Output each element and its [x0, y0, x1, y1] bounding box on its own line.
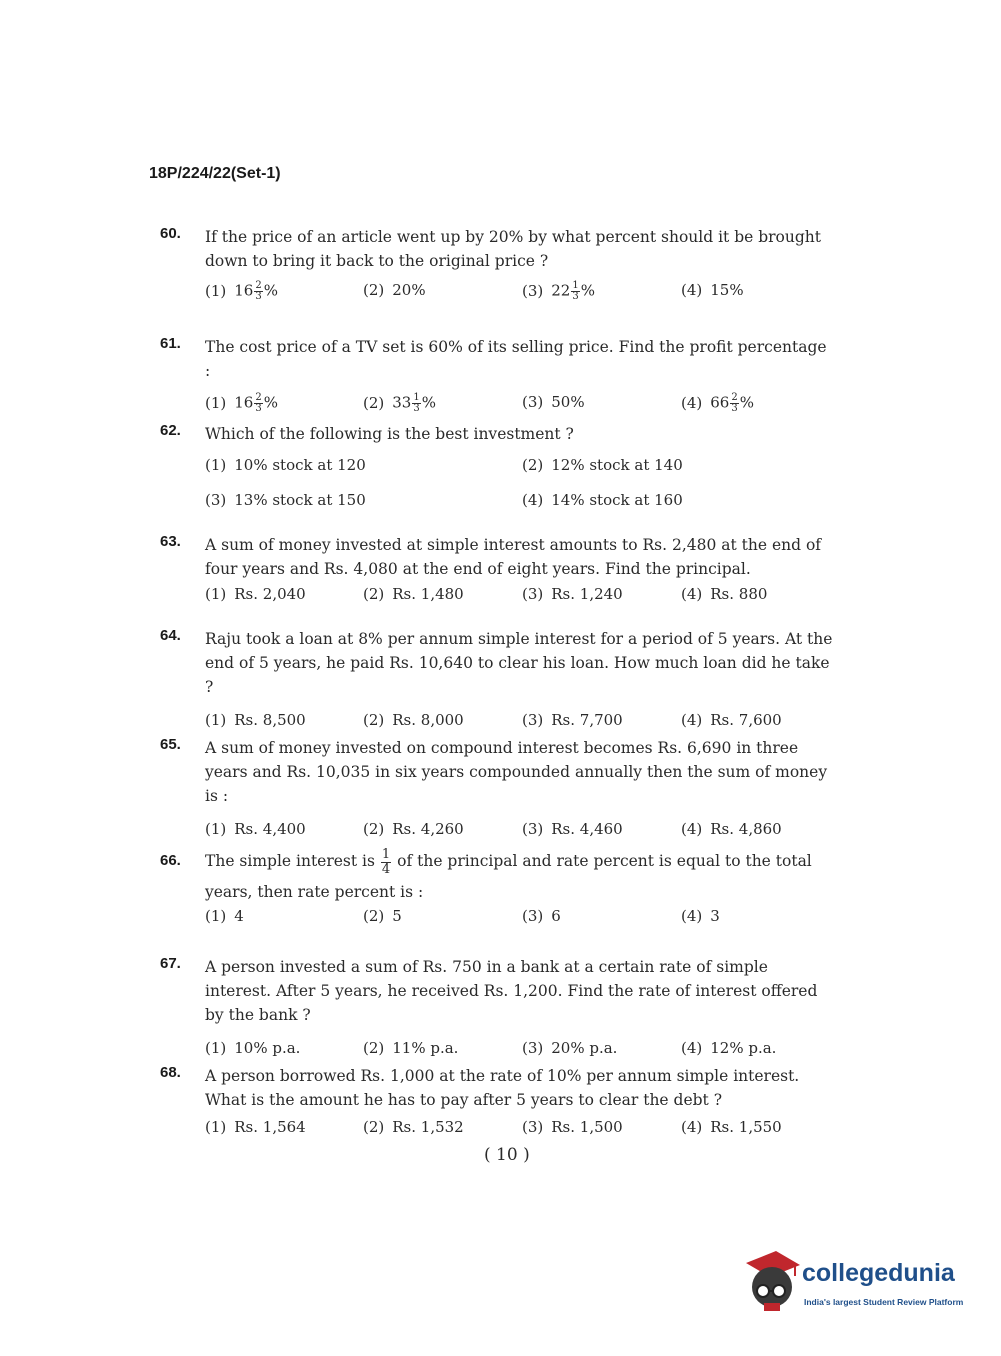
option-1: (1) 16 $\frac{2}{3}$ % — [205, 392, 278, 414]
option-1: (1) 4 — [205, 906, 244, 925]
fraction: $\frac{1}{4}$ — [381, 846, 391, 877]
option-3: (3) Rs. 4,460 — [522, 820, 623, 838]
question-number: 68. — [160, 1064, 181, 1081]
question-text: Raju took a loan at 8% per annum simple interest for a period of 5 years. At the end of 5 years, he paid Rs. 10,640 to clear his loan. How much loan did he take ? — [205, 630, 833, 696]
mascot-icon — [742, 1247, 802, 1313]
option-4: (4) Rs. 880 — [681, 585, 768, 603]
question-number: 66. — [160, 852, 181, 869]
question-text: A person borrowed Rs. 1,000 at the rate of 10% per annum simple interest. What is the amount he has to pay after 5 years to clear the debt ? — [205, 1067, 800, 1109]
collegedunia-logo — [742, 1247, 972, 1317]
options — [205, 1118, 836, 1148]
question-number: 60. — [160, 225, 181, 242]
option-3: (3) Rs. 1,500 — [522, 1118, 623, 1136]
option-1: (1) 10% p.a. — [205, 1039, 301, 1057]
option-2: (2) Rs. 8,000 — [363, 711, 464, 729]
option-3: (3) 20% p.a. — [522, 1039, 618, 1057]
paper-code: 18P/224/22(Set-1) — [149, 165, 281, 182]
option-2: (2) 20% — [363, 281, 426, 299]
options — [205, 907, 836, 937]
option-2: (2) Rs. 4,260 — [363, 820, 464, 838]
option-2: (2) Rs. 1,532 — [363, 1118, 464, 1136]
option-4: (4) 15% — [681, 281, 744, 299]
question-number: 62. — [160, 422, 181, 439]
question-65 — [160, 736, 836, 850]
question-67 — [160, 955, 836, 1069]
question-number: 61. — [160, 335, 181, 352]
question-number: 63. — [160, 533, 181, 550]
option-1: (1) Rs. 8,500 — [205, 711, 306, 729]
option-4: (4) Rs. 7,600 — [681, 711, 782, 729]
question-64 — [160, 627, 836, 741]
option-3: (3) 50% — [522, 393, 585, 411]
options — [205, 585, 836, 615]
option-3: (3) 6 — [522, 906, 561, 925]
question-63 — [160, 533, 836, 615]
options — [205, 281, 836, 311]
question-number: 67. — [160, 955, 181, 972]
option-4: (4) 14% stock at 160 — [522, 491, 683, 509]
question-60 — [160, 225, 836, 311]
option-3: (3) 22 $\frac{1}{3}$ % — [522, 280, 595, 302]
question-text: The cost price of a TV set is 60% of its selling price. Find the profit percentage : — [205, 338, 827, 380]
option-4: (4) Rs. 4,860 — [681, 820, 782, 838]
option-2: (2) Rs. 1,480 — [363, 585, 464, 603]
option-1: (1) Rs. 1,564 — [205, 1118, 306, 1136]
option-4: (4) 3 — [681, 906, 720, 925]
option-3: (3) Rs. 7,700 — [522, 711, 623, 729]
option-4: (4) 12% p.a. — [681, 1039, 777, 1057]
question-62 — [160, 422, 836, 526]
option-2: (2) 11% p.a. — [363, 1039, 459, 1057]
option-2: (2) 5 — [363, 906, 402, 925]
option-1: (1) 10% stock at 120 — [205, 456, 366, 474]
question-text: A sum of money invested on compound interest becomes Rs. 6,690 in three years and Rs. 10,035 in six years compounded annually then the sum of money is : — [205, 739, 828, 805]
question-66 — [160, 846, 836, 937]
option-2: (2) 12% stock at 140 — [522, 456, 683, 474]
option-3: (3) 13% stock at 150 — [205, 491, 366, 509]
option-4: (4) 66 $\frac{2}{3}$ % — [681, 392, 754, 414]
question-68 — [160, 1064, 836, 1148]
brand-tagline: India's largest Student Review Platform — [804, 1297, 964, 1307]
brand-name: collegedunia — [802, 1259, 955, 1287]
question-text: The simple interest is $\frac{1}{4}$ of the principal and rate percent is equal to the total years, then rate percent is : — [205, 846, 812, 901]
option-1: (1) 16 $\frac{2}{3}$ % — [205, 280, 278, 302]
option-1: (1) Rs. 4,400 — [205, 820, 306, 838]
question-text: A person invested a sum of Rs. 750 in a bank at a certain rate of simple interest. After 5 years, he received Rs. 1,200. Find the rate of interest offered by the bank ? — [205, 958, 818, 1024]
options — [205, 393, 836, 423]
question-61 — [160, 335, 836, 423]
option-2: (2) 33 $\frac{1}{3}$ % — [363, 392, 436, 414]
question-number: 64. — [160, 627, 181, 644]
options — [205, 456, 836, 526]
question-text: Which of the following is the best investment ? — [205, 425, 574, 443]
option-4: (4) Rs. 1,550 — [681, 1118, 782, 1136]
option-3: (3) Rs. 1,240 — [522, 585, 623, 603]
question-text: If the price of an article went up by 20% by what percent should it be brought down to bring it back to the original price ? — [205, 228, 822, 270]
page-number: ( 10 ) — [484, 1145, 530, 1165]
option-1: (1) Rs. 2,040 — [205, 585, 306, 603]
question-text: A sum of money invested at simple interest amounts to Rs. 2,480 at the end of four years and Rs. 4,080 at the end of eight years. Find the principal. — [205, 536, 822, 578]
question-number: 65. — [160, 736, 181, 753]
